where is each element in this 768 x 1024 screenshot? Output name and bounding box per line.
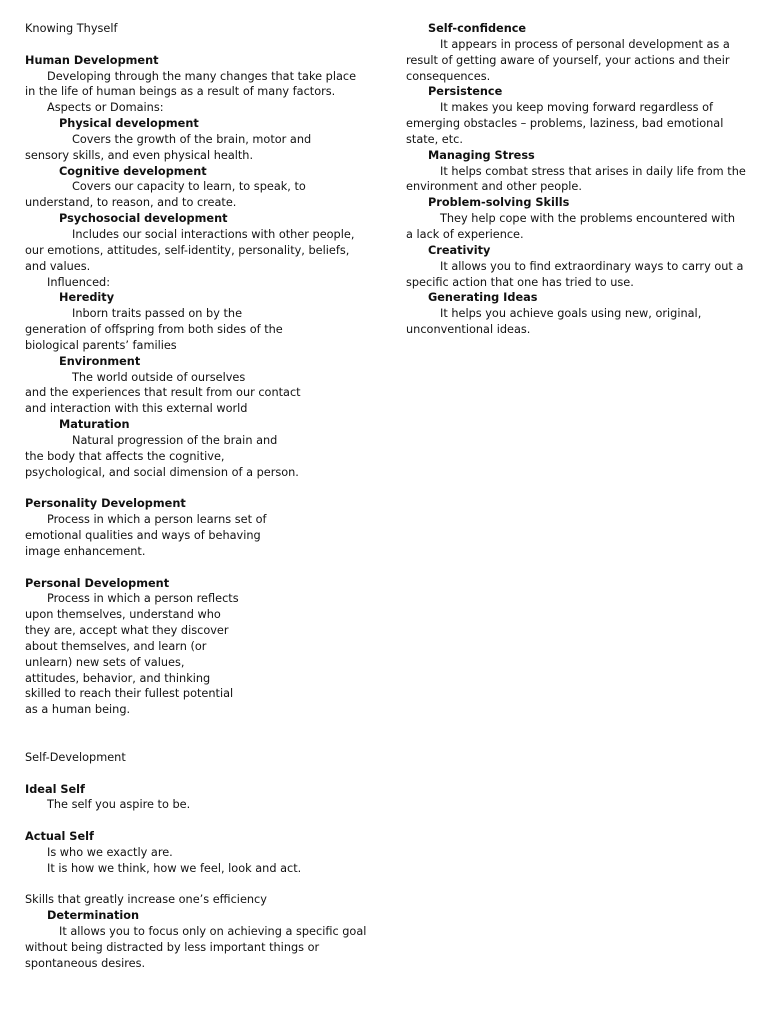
text-line: sensory skills, and even physical health. xyxy=(25,148,254,162)
text-line: It is how we think, how we feel, look and act. xyxy=(47,861,302,875)
text-line: Process in which a person learns set of xyxy=(47,513,267,527)
spacer xyxy=(25,813,370,829)
text-line: emotional qualities and ways of behaving xyxy=(25,529,261,542)
spacer xyxy=(25,560,370,576)
spacer xyxy=(25,734,370,750)
text-line: as a human being. xyxy=(25,703,131,717)
spacer xyxy=(25,718,370,734)
section-problem-solving xyxy=(406,195,751,243)
text-line: and the experiences that result from our contact xyxy=(25,386,301,400)
text-line: Is who we exactly are. xyxy=(47,845,173,859)
section-managing-stress xyxy=(406,148,751,196)
text-line: It helps you achieve goals using new, original, xyxy=(440,307,702,321)
text-line: in the life of human beings as a result of many factors. xyxy=(25,85,336,99)
text-line: state, etc. xyxy=(406,132,463,146)
text-line: skilled to reach their fullest potential xyxy=(25,687,234,701)
skills-intro: Skills that greatly increase one’s efficiency xyxy=(25,893,267,907)
text-line: upon themselves, understand who xyxy=(25,608,221,622)
heading-self-confidence: Self-confidence xyxy=(428,22,527,35)
heading-creativity: Creativity xyxy=(428,243,491,257)
text-line: our emotions, attitudes, self-identity, personality, beliefs, xyxy=(25,243,350,257)
heading-maturation: Maturation xyxy=(59,418,130,432)
text-line: consequences. xyxy=(406,69,491,83)
heading-ideal-self: Ideal Self xyxy=(25,782,85,796)
section-ideal-self xyxy=(25,782,370,814)
text-line: biological parents’ families xyxy=(25,338,177,352)
spacer xyxy=(25,480,370,496)
influenced-label: Influenced: xyxy=(47,275,111,289)
document-title: Knowing Thyself xyxy=(25,22,118,35)
text-line: image enhancement. xyxy=(25,544,146,558)
text-line: Covers our capacity to learn, to speak, to xyxy=(72,180,306,194)
text-line: and interaction with this external world xyxy=(25,402,248,416)
text-line: Developing through the many changes that take place xyxy=(47,69,357,83)
text-line: It makes you keep moving forward regardless of xyxy=(440,101,713,115)
text-line: unlearn) new sets of values, xyxy=(25,655,185,669)
heading-determination: Determination xyxy=(47,909,140,923)
text-line: unconventional ideas. xyxy=(406,323,531,337)
text-line: It allows you to focus only on achieving a specific goal xyxy=(59,925,367,939)
heading-persistence: Persistence xyxy=(428,85,503,99)
text-line: and values. xyxy=(25,259,91,273)
spacer xyxy=(25,766,370,782)
heading-personal-development: Personal Development xyxy=(25,576,170,590)
text-line: understand, to reason, and to create. xyxy=(25,196,237,210)
heading-heredity: Heredity xyxy=(59,291,115,305)
text-line: It appears in process of personal development as a xyxy=(440,37,730,51)
text-line: They help cope with the problems encountered with xyxy=(440,212,736,226)
spacer xyxy=(25,37,370,53)
text-line: Includes our social interactions with other people, xyxy=(72,227,355,241)
text-line: The self you aspire to be. xyxy=(47,798,191,812)
section-skills xyxy=(25,892,370,971)
text-line: without being distracted by less important things or xyxy=(25,940,320,954)
text-line: It helps combat stress that arises in daily life from the xyxy=(440,164,746,178)
text-line: about themselves, and learn (or xyxy=(25,639,207,653)
section-human-development xyxy=(25,53,370,481)
text-line: the body that affects the cognitive, xyxy=(25,449,225,463)
text-line: generation of offspring from both sides of the xyxy=(25,323,283,337)
text-line: Covers the growth of the brain, motor and xyxy=(72,132,312,146)
text-line: emerging obstacles – problems, laziness, bad emotional xyxy=(406,117,724,131)
heading-human-development: Human Development xyxy=(25,53,159,67)
heading-cognitive-development: Cognitive development xyxy=(59,164,207,178)
text-line: It allows you to find extraordinary ways to carry out a xyxy=(440,259,744,273)
text-line: Inborn traits passed on by the xyxy=(72,307,243,321)
text-line: result of getting aware of yourself, your actions and their xyxy=(406,53,730,67)
text-line: The world outside of ourselves xyxy=(72,370,246,384)
heading-physical-development: Physical development xyxy=(59,117,199,131)
section-creativity xyxy=(406,243,751,291)
aspects-label: Aspects or Domains: xyxy=(47,101,164,115)
heading-managing-stress: Managing Stress xyxy=(428,148,535,162)
section-self-confidence xyxy=(406,21,751,84)
text-line: specific action that one has tried to use. xyxy=(406,275,634,289)
heading-actual-self: Actual Self xyxy=(25,830,94,844)
section-personality-development xyxy=(25,496,370,559)
text-line: attitudes, behavior, and thinking xyxy=(25,671,211,685)
text-line: environment and other people. xyxy=(406,180,582,194)
left-column xyxy=(25,21,370,972)
section-personal-development xyxy=(25,576,370,719)
text-line: psychological, and social dimension of a person. xyxy=(25,465,299,479)
text-line: they are, accept what they discover xyxy=(25,624,229,638)
right-column xyxy=(406,21,751,338)
self-development-title: Self-Development xyxy=(25,750,126,764)
section-persistence xyxy=(406,84,751,147)
heading-psychosocial-development: Psychosocial development xyxy=(59,212,228,226)
text-line: a lack of experience. xyxy=(406,227,524,241)
section-generating-ideas xyxy=(406,290,751,338)
heading-problem-solving: Problem-solving Skills xyxy=(428,196,570,210)
text-line: Natural progression of the brain and xyxy=(72,433,278,447)
heading-generating-ideas: Generating Ideas xyxy=(428,291,538,305)
heading-personality-development: Personality Development xyxy=(25,497,186,511)
text-line: Process in which a person reflects xyxy=(47,592,239,606)
heading-environment: Environment xyxy=(59,354,141,368)
text-line: spontaneous desires. xyxy=(25,956,146,970)
spacer xyxy=(25,877,370,893)
section-actual-self xyxy=(25,829,370,877)
